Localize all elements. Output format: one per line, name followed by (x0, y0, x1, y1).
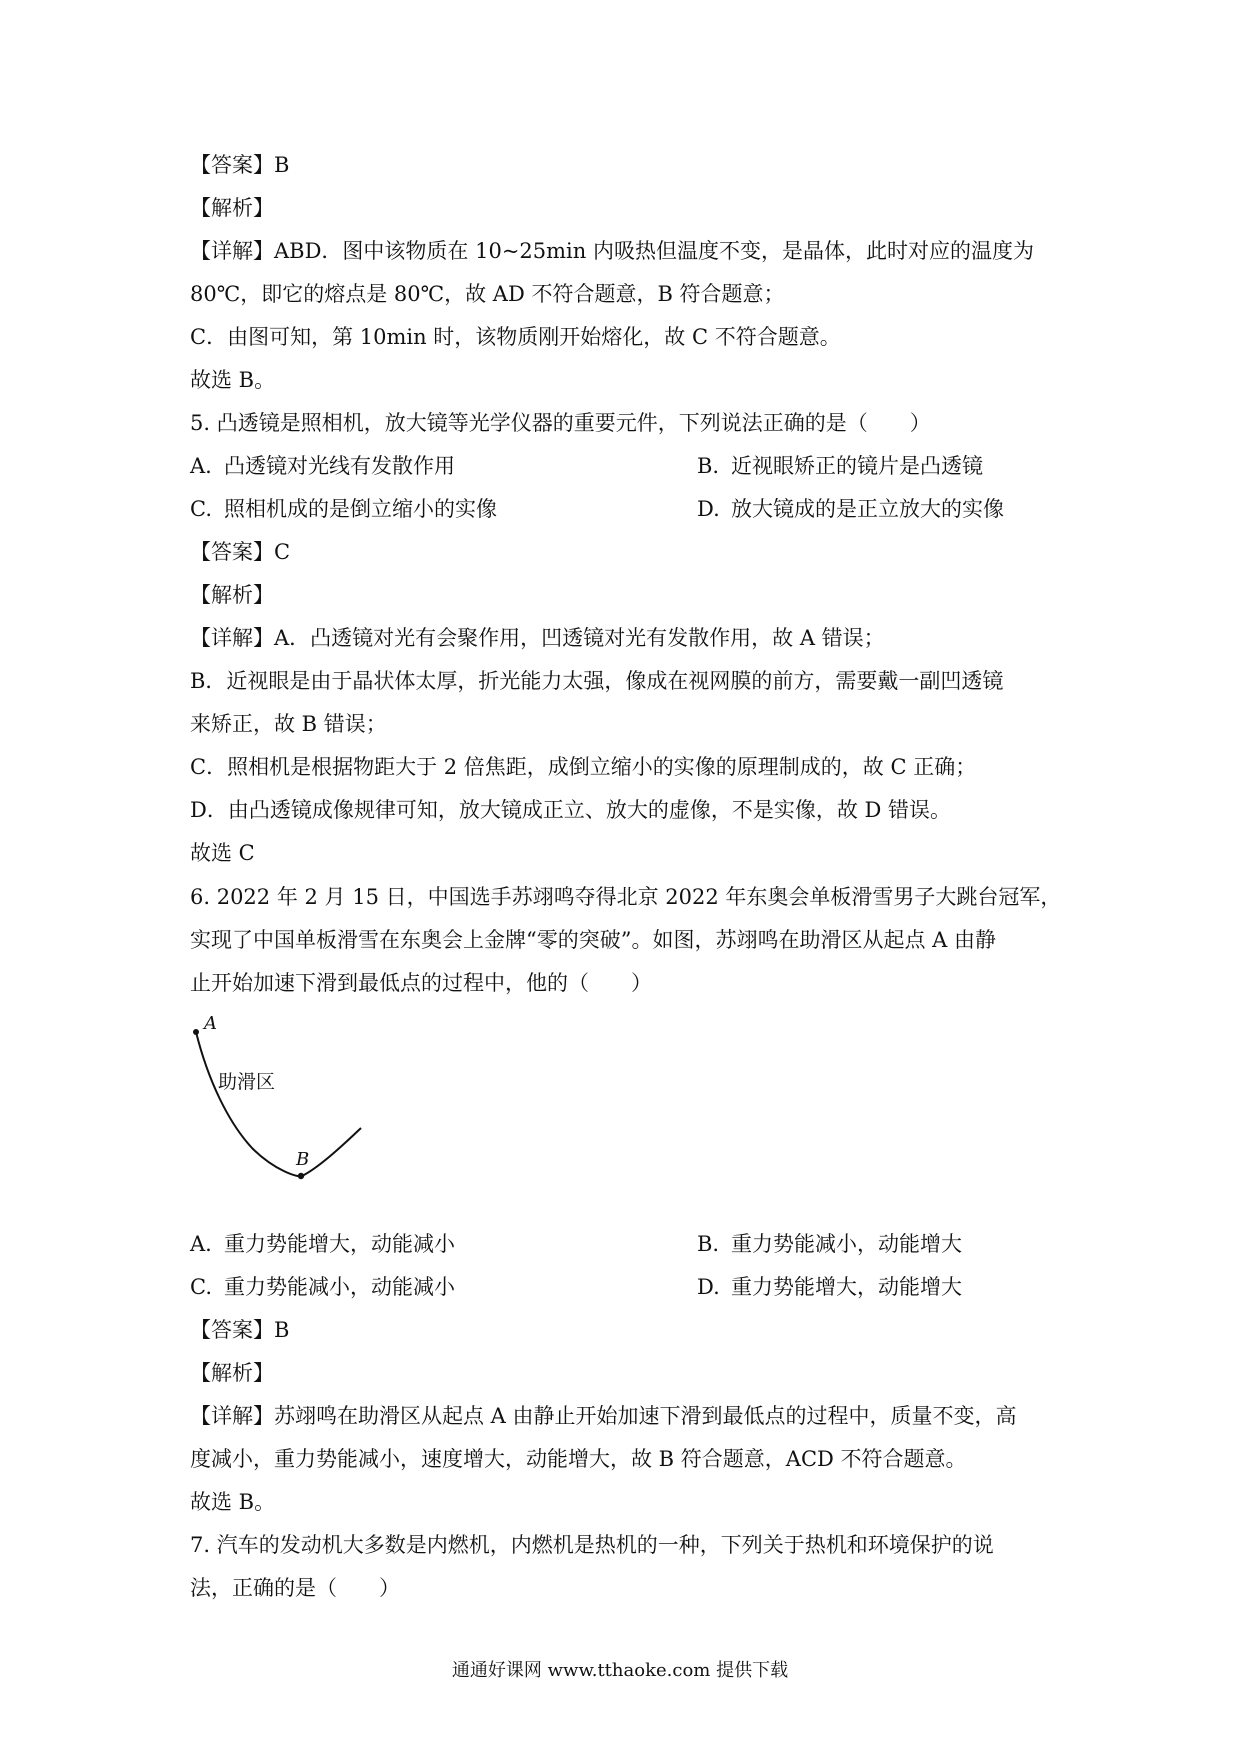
option-tag: C. (190, 497, 212, 521)
q6-question-line: 6. 2022 年 2 月 15 日，中国选手苏翊鸣夺得北京 2022 年东奥会单板滑雪男子大跳台冠军， (190, 885, 1062, 909)
option-tag: A. (190, 454, 212, 478)
option-text: 重力势能增大，动能增大 (731, 1275, 962, 1299)
option-text: 重力势能减小，动能减小 (224, 1275, 455, 1299)
q4-analysis-label: 【解析】 (190, 196, 274, 220)
q6-analysis-label: 【解析】 (190, 1361, 274, 1385)
q6-detail-line: 故选 B。 (190, 1490, 276, 1514)
page-footer: 通通好课网 www.tthaoke.com 提供下载 (451, 1660, 789, 1681)
option-text: 近视眼矫正的镜片是凸透镜 (731, 454, 983, 478)
option-text: 放大镜成的是正立放大的实像 (731, 497, 1004, 521)
q5-detail-line: C．照相机是根据物距大于 2 倍焦距，成倒立缩小的实像的原理制成的，故 C 正确； (190, 755, 977, 779)
option-tag: B. (697, 1232, 720, 1256)
ramp-figure (180, 1010, 380, 1190)
option-tag: D. (697, 1275, 720, 1299)
q6-detail-line: 度减小，重力势能减小，速度增大，动能增大，故 B 符合题意，ACD 不符合题意。 (190, 1447, 967, 1471)
q5-option-a (190, 454, 455, 478)
zone-label: 助滑区 (218, 1071, 276, 1093)
q5-option-b (697, 454, 983, 478)
option-text: 重力势能增大，动能减小 (224, 1232, 455, 1256)
q6-option-a (190, 1232, 455, 1256)
point-b-label: B (296, 1149, 310, 1170)
q5-question: 5. 凸透镜是照相机，放大镜等光学仪器的重要元件，下列说法正确的是（ ） (190, 411, 931, 435)
point-b-dot (298, 1173, 304, 1179)
option-tag: B. (697, 454, 720, 478)
option-text: 照相机成的是倒立缩小的实像 (224, 497, 497, 521)
option-tag: A. (190, 1232, 212, 1256)
option-text: 重力势能减小，动能增大 (731, 1232, 962, 1256)
q5-detail-line: 来矫正，故 B 错误； (190, 712, 387, 736)
q7-question-line: 法，正确的是（ ） (190, 1576, 400, 1600)
q6-question-line: 实现了中国单板滑雪在东奥会上金牌“零的突破”。如图，苏翊鸣在助滑区从起点 A 由静 (190, 928, 996, 952)
option-tag: C. (190, 1275, 212, 1299)
q7-question-line: 7. 汽车的发动机大多数是内燃机，内燃机是热机的一种，下列关于热机和环境保护的说 (190, 1533, 994, 1557)
q5-answer: 【答案】C (190, 540, 291, 564)
q5-detail-line: 故选 C (190, 841, 255, 865)
option-tag: D. (697, 497, 720, 521)
ramp-curve (196, 1032, 361, 1176)
q6-option-d (697, 1275, 962, 1299)
q6-question-line: 止开始加速下滑到最低点的过程中，他的（ ） (190, 971, 652, 995)
q4-detail-line: C．由图可知，第 10min 时，该物质刚开始熔化，故 C 不符合题意。 (190, 325, 841, 349)
q5-analysis-label: 【解析】 (190, 583, 274, 607)
q4-answer: 【答案】B (190, 153, 290, 177)
q5-detail-line: D．由凸透镜成像规律可知，放大镜成正立、放大的虚像，不是实像，故 D 错误。 (190, 798, 952, 822)
q4-detail-line: 80℃，即它的熔点是 80℃，故 AD 不符合题意，B 符合题意； (190, 282, 785, 306)
q4-detail-line: 【详解】ABD．图中该物质在 10~25min 内吸热但温度不变，是晶体，此时对应的温度为 (190, 239, 1034, 263)
q6-answer: 【答案】B (190, 1318, 290, 1342)
q4-detail-line: 故选 B。 (190, 368, 276, 392)
point-a-dot (193, 1029, 199, 1035)
q5-option-d (697, 497, 1004, 521)
q5-detail-line: 【详解】A．凸透镜对光有会聚作用，凹透镜对光有发散作用，故 A 错误； (190, 626, 885, 650)
q6-option-c (190, 1275, 455, 1299)
q5-option-c (190, 497, 497, 521)
option-text: 凸透镜对光线有发散作用 (224, 454, 455, 478)
q6-detail-line: 【详解】苏翊鸣在助滑区从起点 A 由静止开始加速下滑到最低点的过程中，质量不变，高 (190, 1404, 1017, 1428)
point-a-label: A (204, 1013, 217, 1034)
q5-detail-line: B．近视眼是由于晶状体太厚，折光能力太强，像成在视网膜的前方，需要戴一副凹透镜 (190, 669, 1004, 693)
q6-option-b (697, 1232, 962, 1256)
ramp-curve-diagram (180, 1010, 380, 1190)
